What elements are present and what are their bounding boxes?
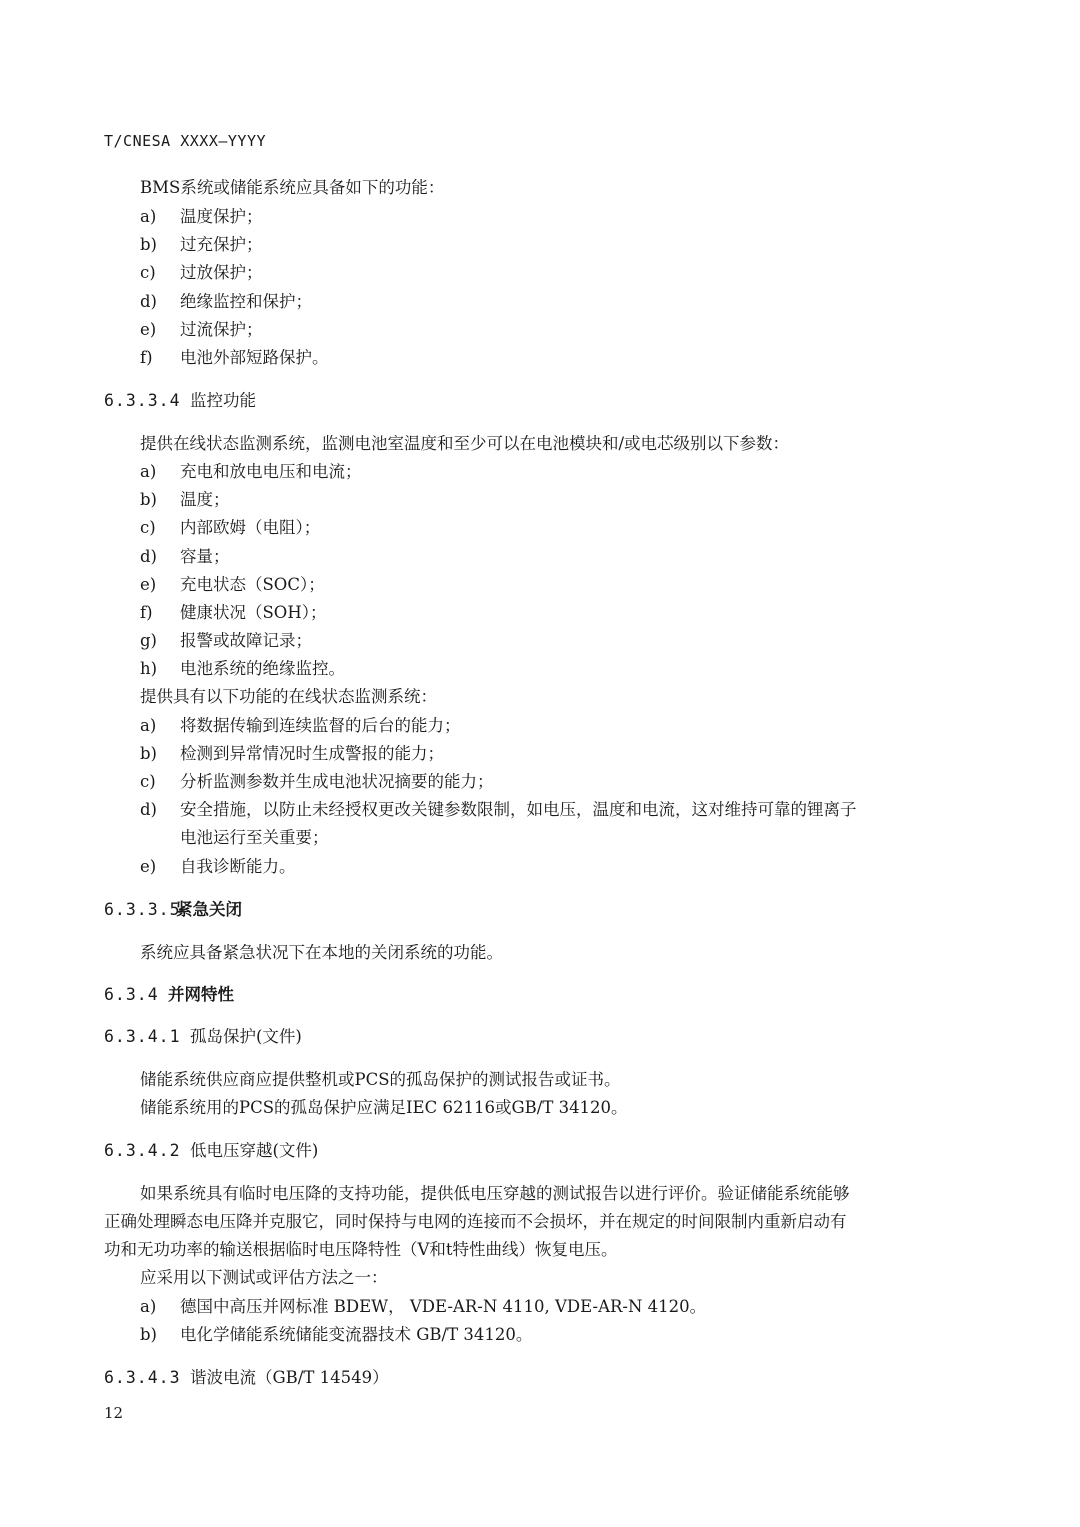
section-heading: 6.3.3.5紧急关闭 <box>104 900 242 919</box>
island-paragraph: 储能系统用的PCS的孤岛保护应满足IEC 62116或GB/T 34120。 <box>140 1098 628 1117</box>
list-item: b) 检测到异常情况时生成警报的能力； <box>140 744 444 763</box>
list-item: b) 温度； <box>140 490 230 509</box>
online-intro: 提供具有以下功能的在线状态监测系统： <box>140 687 437 706</box>
list-item: b) 电化学储能系统储能变流器技术 GB/T 34120。 <box>140 1325 533 1344</box>
island-paragraph: 储能系统供应商应提供整机或PCS的孤岛保护的测试报告或证书。 <box>140 1070 621 1089</box>
list-item: g) 报警或故障记录； <box>140 631 312 650</box>
page-number: 12 <box>104 1404 124 1422</box>
list-item: a) 德国中高压并网标准 BDEW， VDE-AR-N 4110, VDE-AR-N 4120。 <box>140 1297 707 1316</box>
list-item: c) 内部欧姆（电阻）； <box>140 518 321 537</box>
list-item: e) 自我诊断能力。 <box>140 857 296 876</box>
section-heading: 6.3.3.4 监控功能 <box>104 391 256 410</box>
list-item: h) 电池系统的绝缘监控。 <box>140 659 345 678</box>
section-heading: 6.3.4.2 低电压穿越(文件) <box>104 1141 319 1160</box>
section-heading: 6.3.4 并网特性 <box>104 985 234 1004</box>
list-item: f) 电池外部短路保护。 <box>140 348 329 367</box>
list-item: e) 充电状态（SOC）； <box>140 575 325 594</box>
list-item: f) 健康状况（SOH）； <box>140 603 327 622</box>
emergency-text: 系统应具备紧急状况下在本地的关闭系统的功能。 <box>140 943 503 962</box>
list-item: b) 过充保护； <box>140 235 263 254</box>
list-item: a) 将数据传输到连续监督的后台的能力； <box>140 716 461 735</box>
list-item-continuation: 电池运行至关重要； <box>180 828 329 847</box>
section-heading: 6.3.4.3 谐波电流（GB/T 14549） <box>104 1368 389 1387</box>
lvrt-line: 正确处理瞬态电压降并克服它，同时保持与电网的连接而不会损坏，并在规定的时间限制内重新启动有 <box>104 1212 847 1231</box>
list-item: e) 过流保护； <box>140 320 263 339</box>
monitor-intro: 提供在线状态监测系统，监测电池室温度和至少可以在电池模块和/或电芯级别以下参数： <box>140 434 790 453</box>
list-item: a) 充电和放电电压和电流； <box>140 462 362 481</box>
lvrt-line: 如果系统具有临时电压降的支持功能，提供低电压穿越的测试报告以进行评价。验证储能系统能够 <box>140 1184 850 1203</box>
standard-header: T/CNESA XXXX—YYYY <box>104 132 267 150</box>
lvrt-method-intro: 应采用以下测试或评估方法之一： <box>140 1268 388 1287</box>
list-item: d) 绝缘监控和保护； <box>140 292 312 311</box>
section-heading: 6.3.4.1 孤岛保护(文件) <box>104 1027 302 1046</box>
bms-intro: BMS系统或储能系统应具备如下的功能： <box>140 178 445 197</box>
list-item: d) 安全措施，以防止未经授权更改关键参数限制，如电压，温度和电流，这对维持可靠的锂离子 <box>140 800 857 819</box>
lvrt-line: 功和无功功率的输送根据临时电压降特性（V和t特性曲线）恢复电压。 <box>104 1240 618 1259</box>
list-item: c) 过放保护； <box>140 263 263 282</box>
list-item: c) 分析监测参数并生成电池状况摘要的能力； <box>140 772 494 791</box>
list-item: a) 温度保护； <box>140 207 263 226</box>
list-item: d) 容量； <box>140 547 230 566</box>
